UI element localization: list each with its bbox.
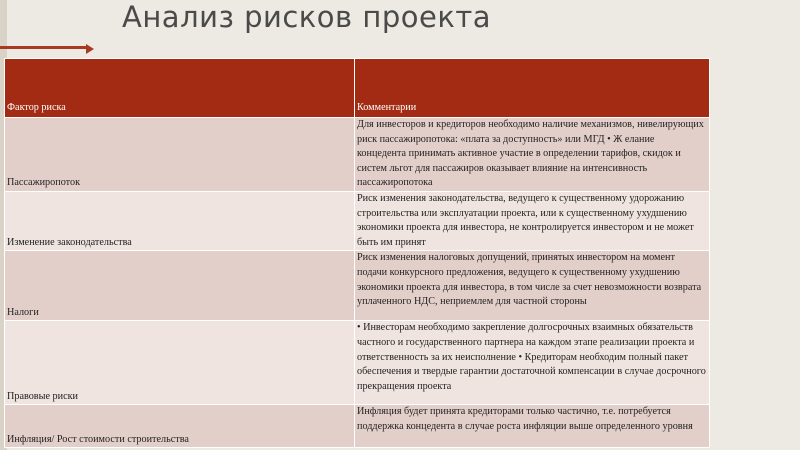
risk-comment-cell: Риск изменения законодательства, ведущего к существенному удорожанию строительства или эксплуатации проекта, или к существенному ухудшению экономики проекта для инвестора, не контролируется инвестором и не может быть им принят bbox=[355, 191, 710, 250]
slide-title: Анализ рисков проекта bbox=[122, 0, 491, 34]
risk-comment-cell: Риск изменения налоговых допущений, принятых инвестором на момент подачи конкурсного предложения, ведущего к существенному ухудшению экономики проекта для инвестора, в том числе за счет невозможности возврата уплаченного НДС, неприемлем для частной стороны bbox=[355, 251, 710, 321]
title-underline bbox=[0, 46, 88, 49]
risk-comment-cell: Для инвесторов и кредиторов необходимо наличие механизмов, нивелирующих риск пассажиропотока: «плата за доступность» или МГД • Ж елание концедента принимать активное участие в определении тарифов, скидок и систем льгот для пассажиров оказывает влияние на интенсивность пассажиропотока bbox=[355, 118, 710, 192]
header-comment: Комментарии bbox=[355, 59, 710, 118]
risk-factor-cell: Пассажиропоток bbox=[5, 118, 355, 192]
table-row bbox=[5, 118, 710, 192]
table-row bbox=[5, 251, 710, 321]
table-row bbox=[5, 405, 710, 448]
risk-comment-cell: • Инвесторам необходимо закрепление долгосрочных взаимных обязательств частного и государственного партнера на каждом этапе реализации проекта и ответственность за их неисполнение • Кредиторам необходим полный пакет обеспечения и твердые гарантии достаточной компенсации в случае досрочного прекращения проекта bbox=[355, 321, 710, 405]
risk-factor-cell: Инфляция/ Рост стоимости строительства bbox=[5, 405, 355, 448]
table-row bbox=[5, 191, 710, 250]
risk-comment-cell: Инфляция будет принята кредиторами только частично, т.е. потребуется поддержка концедента в случае роста инфляции выше определенного уровня bbox=[355, 405, 710, 448]
header-factor: Фактор риска bbox=[5, 59, 355, 118]
table-row bbox=[5, 321, 710, 405]
risk-factor-cell: Правовые риски bbox=[5, 321, 355, 405]
risk-table bbox=[4, 58, 710, 448]
table-header-row bbox=[5, 59, 710, 118]
risk-factor-cell: Налоги bbox=[5, 251, 355, 321]
title-underline-arrow bbox=[86, 44, 94, 54]
risk-factor-cell: Изменение законодательства bbox=[5, 191, 355, 250]
